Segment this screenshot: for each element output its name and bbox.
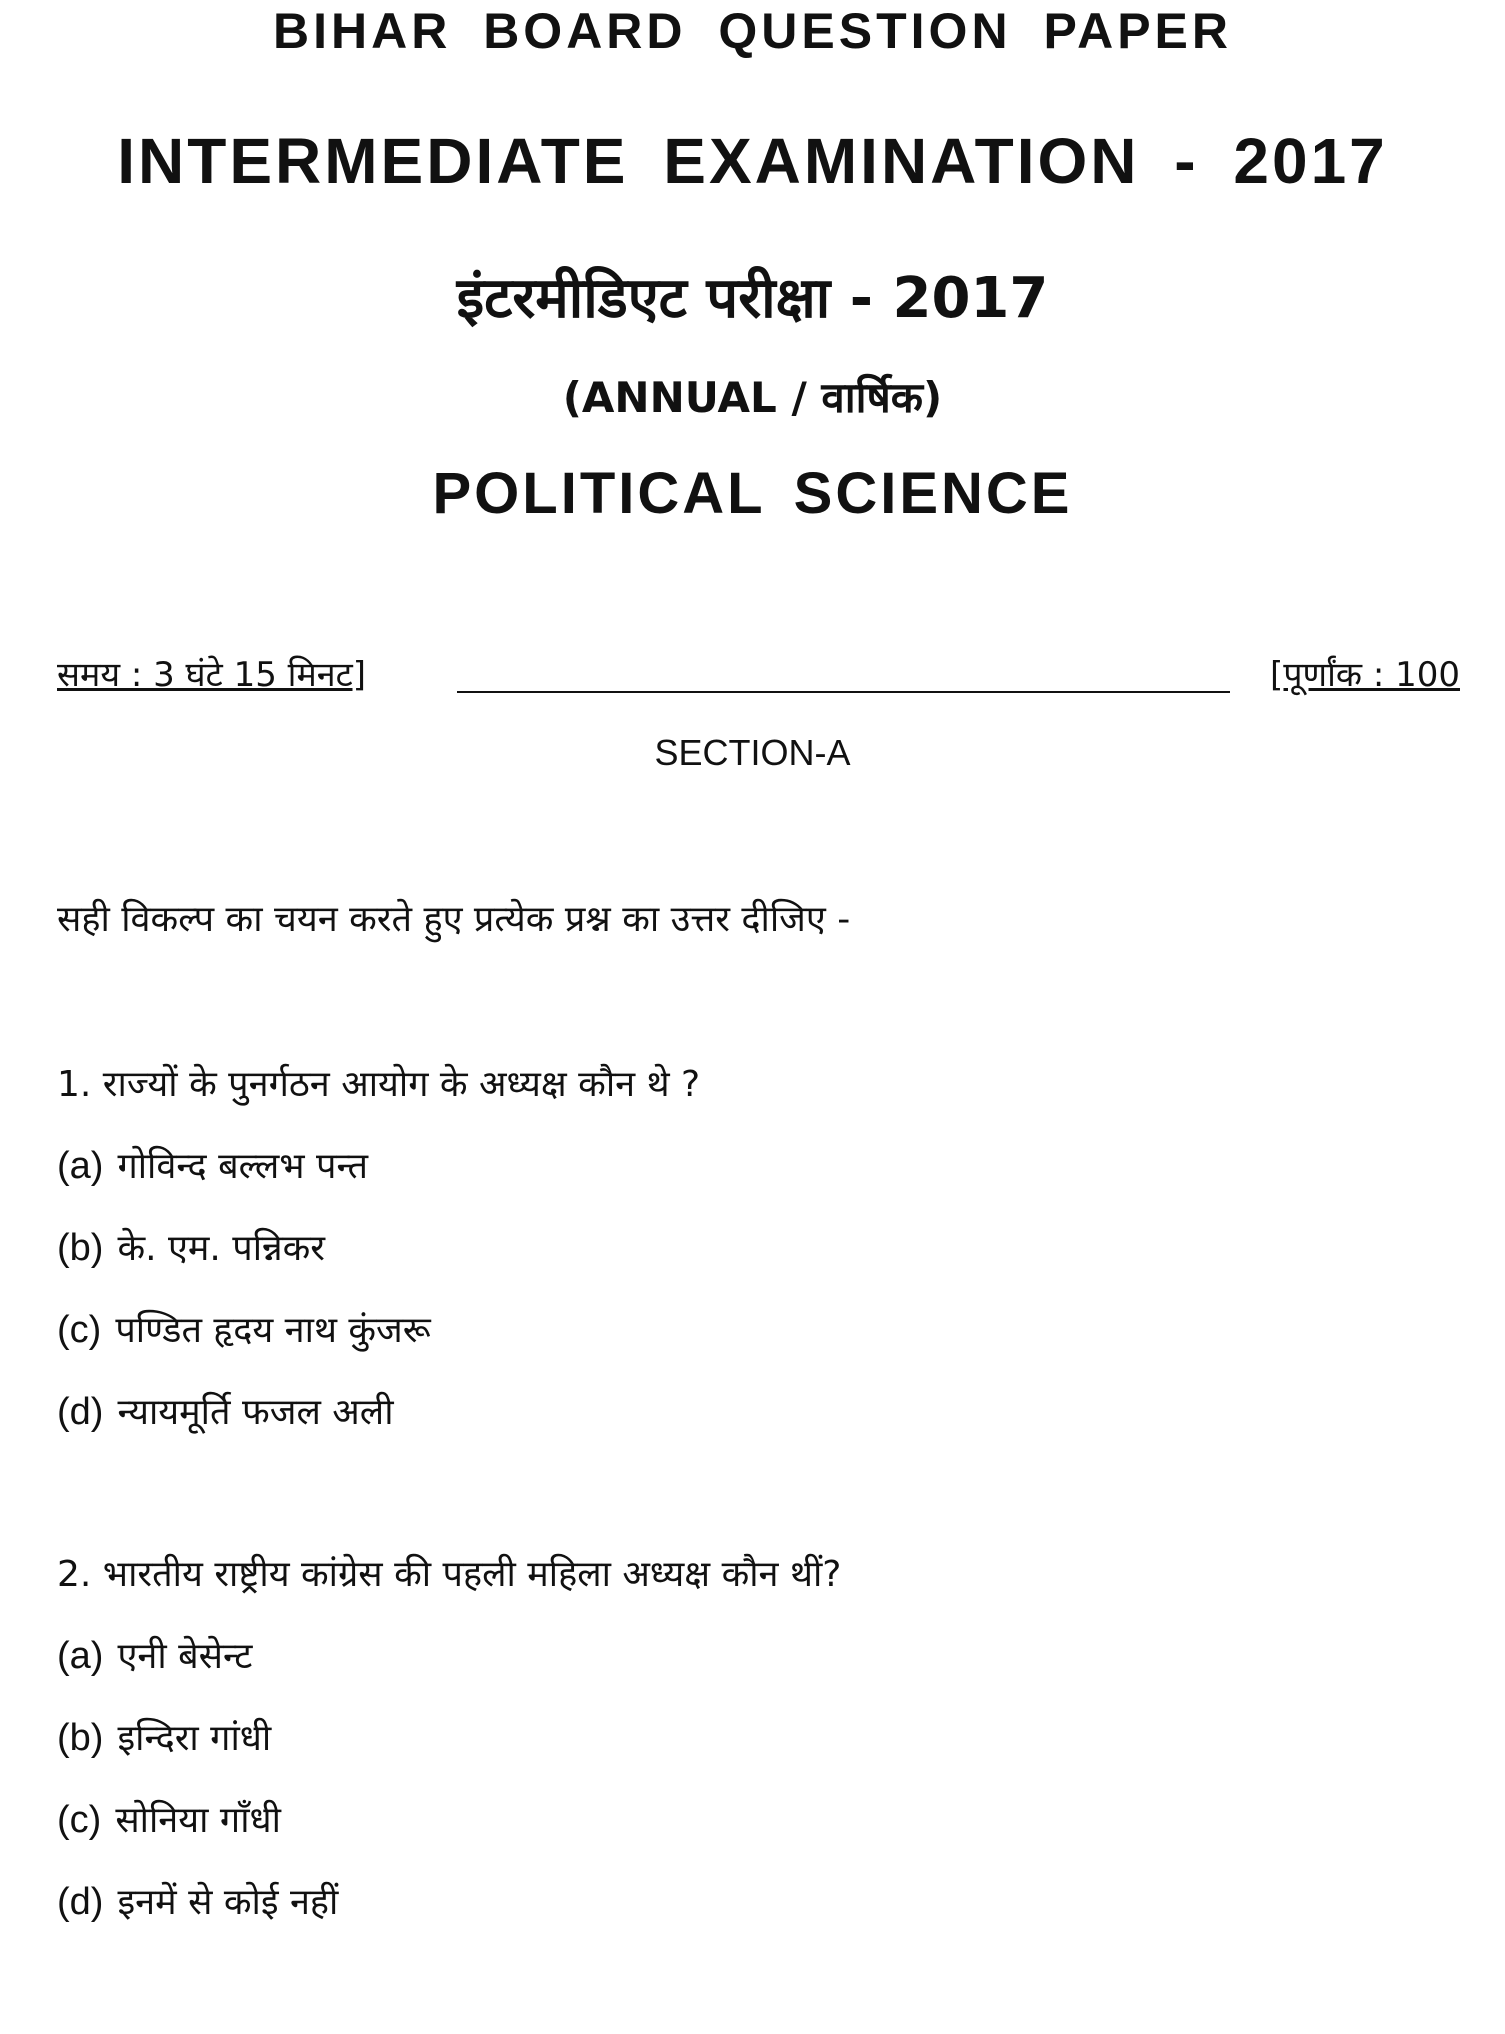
option-text: एनी बेसेन्ट [117,1636,253,1677]
full-marks: [पूर्णांक : 100 [1269,655,1460,695]
option-b [57,1712,271,1761]
option-letter: (b) [57,1227,104,1269]
option-text: के. एम. पन्निकर [117,1228,325,1269]
option-text: इन्दिरा गांधी [117,1718,272,1759]
option-letter: (c) [57,1799,102,1841]
meta-divider-line [457,691,1230,693]
board-title: BIHAR BOARD QUESTION PAPER [272,3,1232,59]
option-letter: (d) [57,1391,104,1433]
option-letter: (a) [57,1635,104,1677]
subject-title: POLITICAL SCIENCE [432,461,1073,526]
time-allowed: समय : 3 घंटे 15 मिनट] [57,655,367,695]
option-text: न्यायमूर्ति फजल अली [117,1392,394,1433]
section-instruction: सही विकल्प का चयन करते हुए प्रत्येक प्रश्न का उत्तर दीजिए - [57,899,851,940]
exam-title-hindi: इंटरमीडिएट परीक्षा - 2017 [456,266,1049,331]
option-d [57,1876,338,1925]
option-a [57,1630,252,1679]
option-letter: (a) [57,1145,104,1187]
option-text: पण्डित हृदय नाथ कुंजरू [115,1310,431,1351]
exam-title: INTERMEDIATE EXAMINATION - 2017 [117,125,1388,197]
question-text: 2. भारतीय राष्ट्रीय कांग्रेस की पहली महिला अध्यक्ष कौन थीं? [57,1554,842,1595]
option-text: गोविन्द बल्लभ पन्त [117,1146,369,1187]
option-d [57,1386,394,1435]
exam-type-annual: (ANNUAL / वार्षिक) [562,373,943,422]
question-text: 1. राज्यों के पुनर्गठन आयोग के अध्यक्ष कौन थे ? [57,1064,701,1105]
section-title: SECTION-A [654,732,851,773]
option-letter: (b) [57,1717,104,1759]
option-b [57,1222,325,1271]
option-text: सोनिया गाँधी [115,1800,281,1841]
option-c [57,1304,431,1353]
option-letter: (d) [57,1881,104,1923]
option-text: इनमें से कोई नहीं [117,1882,339,1923]
option-letter: (c) [57,1309,102,1351]
exam-meta-row [57,650,1460,696]
option-a [57,1140,368,1189]
option-c [57,1794,281,1843]
